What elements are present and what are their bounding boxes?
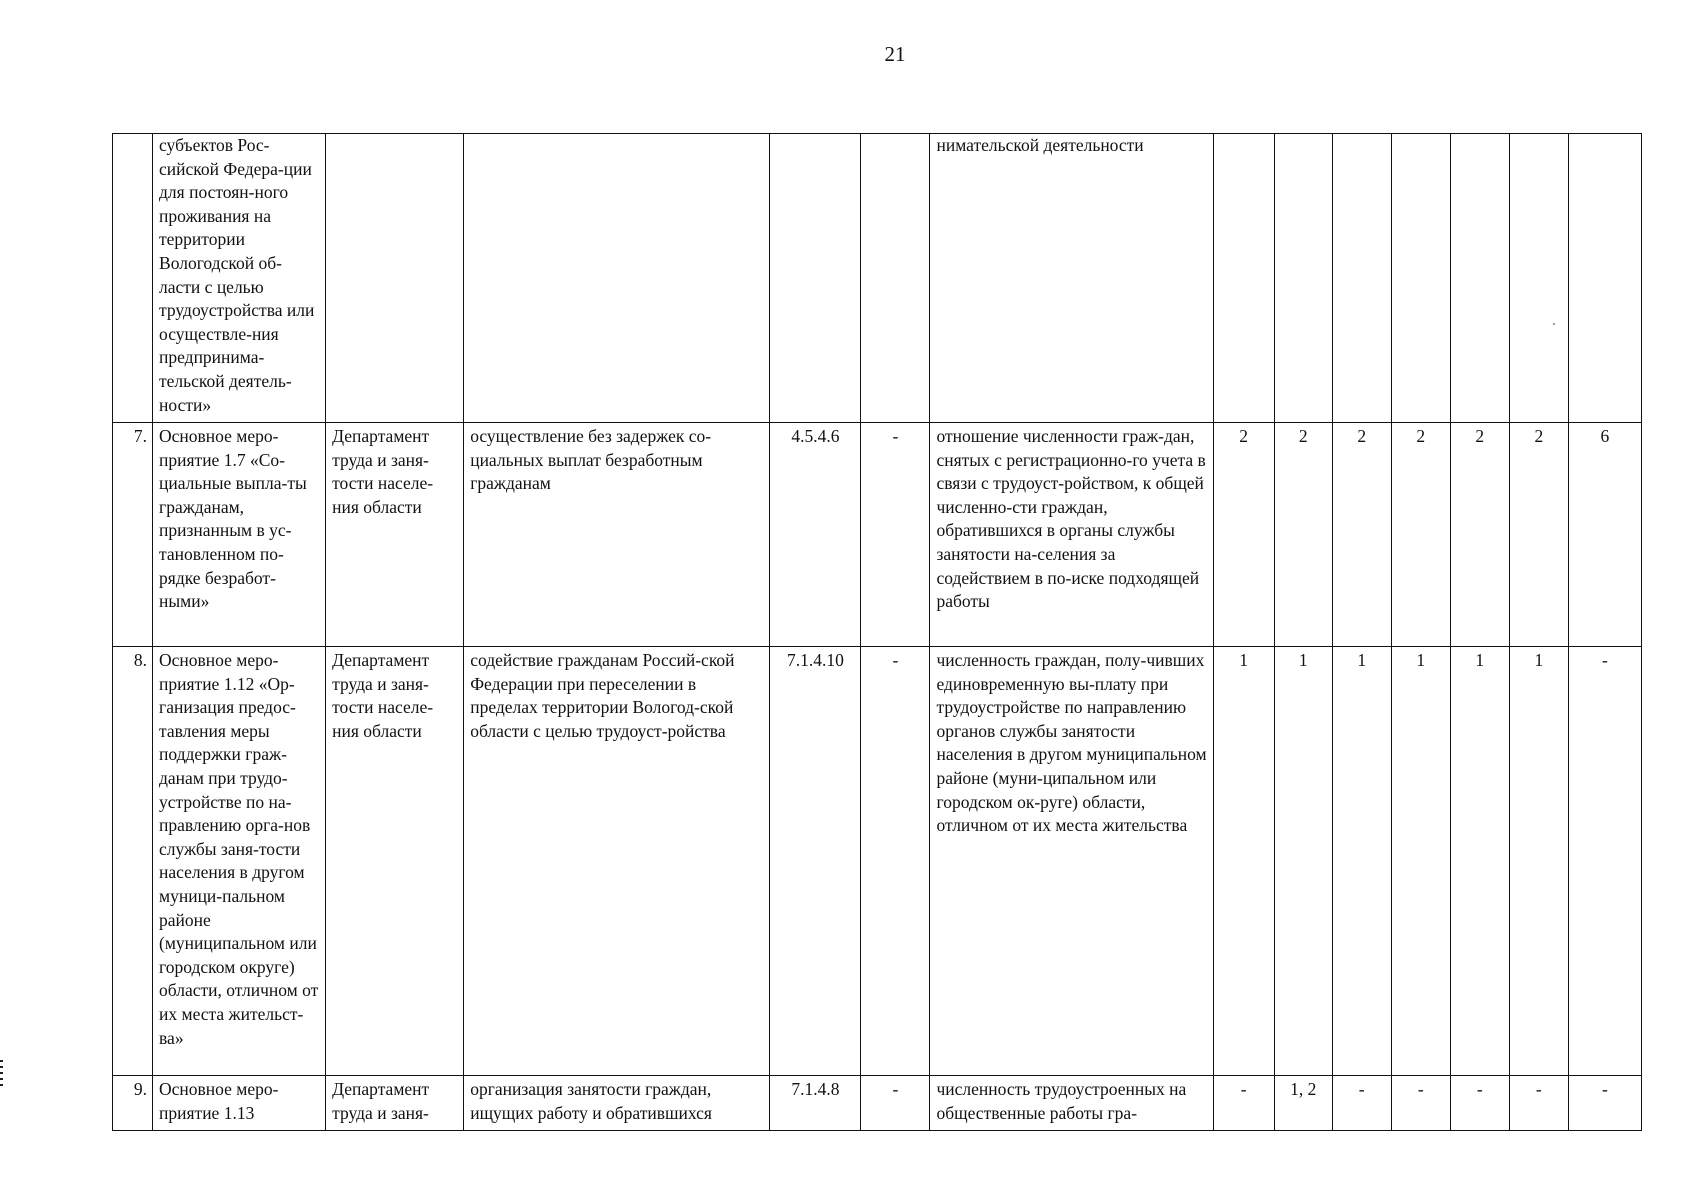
- row-number: 9.: [113, 1076, 153, 1131]
- cell-dash: [861, 134, 930, 423]
- cell-value: [1391, 134, 1450, 423]
- program-events-table: [112, 133, 1642, 1131]
- cell-value: 1: [1509, 647, 1568, 1076]
- cell-value: -: [1332, 1076, 1391, 1131]
- cell-value: [1509, 134, 1568, 423]
- cell-value: 1: [1213, 647, 1274, 1076]
- cell-value: [1274, 134, 1332, 423]
- cell-executor: [326, 134, 464, 423]
- cell-value: [1332, 134, 1391, 423]
- cell-event: Основное меро-приятие 1.13: [153, 1076, 326, 1131]
- cell-result: организация занятости граждан, ищущих работу и обратившихся: [464, 1076, 770, 1131]
- cell-value: [1568, 134, 1641, 423]
- cell-result: [464, 134, 770, 423]
- cell-value: -: [1568, 1076, 1641, 1131]
- cell-indicator: отношение численности граж-дан, снятых с регистрационно-го учета в связи с трудоуст-ройством, к общей численно-сти граждан, обратившихся в органы службы занятости на-селения за содействием в по-иске подходящей работы: [930, 423, 1213, 647]
- table-row: [113, 647, 1642, 1076]
- cell-dash: -: [861, 647, 930, 1076]
- cell-indicator: нимательской деятельности: [930, 134, 1213, 423]
- cell-code: 7.1.4.8: [770, 1076, 861, 1131]
- cell-event: Основное меро-приятие 1.7 «Со-циальные выпла-ты гражданам, признанным в ус-тановленном по-рядке безработ-ными»: [153, 423, 326, 647]
- table-row-continuation: [113, 134, 1642, 423]
- row-number: 7.: [113, 423, 153, 647]
- cell-value: -: [1568, 647, 1641, 1076]
- row-number: 8.: [113, 647, 153, 1076]
- cell-value: [1213, 134, 1274, 423]
- cell-value: 2: [1332, 423, 1391, 647]
- cell-value: -: [1450, 1076, 1509, 1131]
- cell-event: Основное меро-приятие 1.12 «Ор-ганизация предос-тавления меры поддержки граж-данам при трудо-устройстве по на-правлению орга-нов службы заня-тости населения в другом муници-пальном районе (муниципальном или городском округе) области, отличном от их места жительст-ва»: [153, 647, 326, 1076]
- cell-code: [770, 134, 861, 423]
- cell-indicator: численность граждан, полу-чивших единовременную вы-плату при трудоустройстве по направлению органов службы занятости населения в другом муниципальном районе (муни-ципальном или городском ок-руге) области, отличном от их места жительства: [930, 647, 1213, 1076]
- cell-value: [1450, 134, 1509, 423]
- cell-code: 4.5.4.6: [770, 423, 861, 647]
- cell-executor: Департамент труда и заня-тости населе-ния области: [326, 423, 464, 647]
- cell-result: содействие гражданам Россий-ской Федерации при переселении в пределах территории Вологод-ской области с целью трудоуст-ройства: [464, 647, 770, 1076]
- cell-executor: Департамент труда и заня-тости населе-ния области: [326, 647, 464, 1076]
- cell-value: 2: [1391, 423, 1450, 647]
- cell-value: 1: [1450, 647, 1509, 1076]
- cell-code: 7.1.4.10: [770, 647, 861, 1076]
- cell-value: 6: [1568, 423, 1641, 647]
- cell-num: [113, 134, 153, 423]
- cell-value: -: [1391, 1076, 1450, 1131]
- cell-value: 2: [1274, 423, 1332, 647]
- cell-indicator: численность трудоустроенных на общественные работы гра-: [930, 1076, 1213, 1131]
- cell-value: 1: [1274, 647, 1332, 1076]
- cell-value: 1, 2: [1274, 1076, 1332, 1131]
- cell-value: 2: [1213, 423, 1274, 647]
- cell-value: -: [1213, 1076, 1274, 1131]
- cell-dash: -: [861, 1076, 930, 1131]
- cell-value: 1: [1391, 647, 1450, 1076]
- cell-value: -: [1509, 1076, 1568, 1131]
- cell-value: 1: [1332, 647, 1391, 1076]
- cell-value: 2: [1450, 423, 1509, 647]
- cell-dash: -: [861, 423, 930, 647]
- cell-executor: Департамент труда и заня-: [326, 1076, 464, 1131]
- table-row: [113, 423, 1642, 647]
- cell-event: субъектов Рос-сийской Федера-ции для постоян-ного проживания на территории Вологодской об-ласти с целью трудоустройства или осуществле-ния предпринима-тельской деятель-ности»: [153, 134, 326, 423]
- scan-edge-marks: [0, 1060, 4, 1100]
- cell-value: 2: [1509, 423, 1568, 647]
- table-row: [113, 1076, 1642, 1131]
- page-number: 21: [884, 42, 906, 66]
- cell-result: осуществление без задержек со-циальных выплат безработным гражданам: [464, 423, 770, 647]
